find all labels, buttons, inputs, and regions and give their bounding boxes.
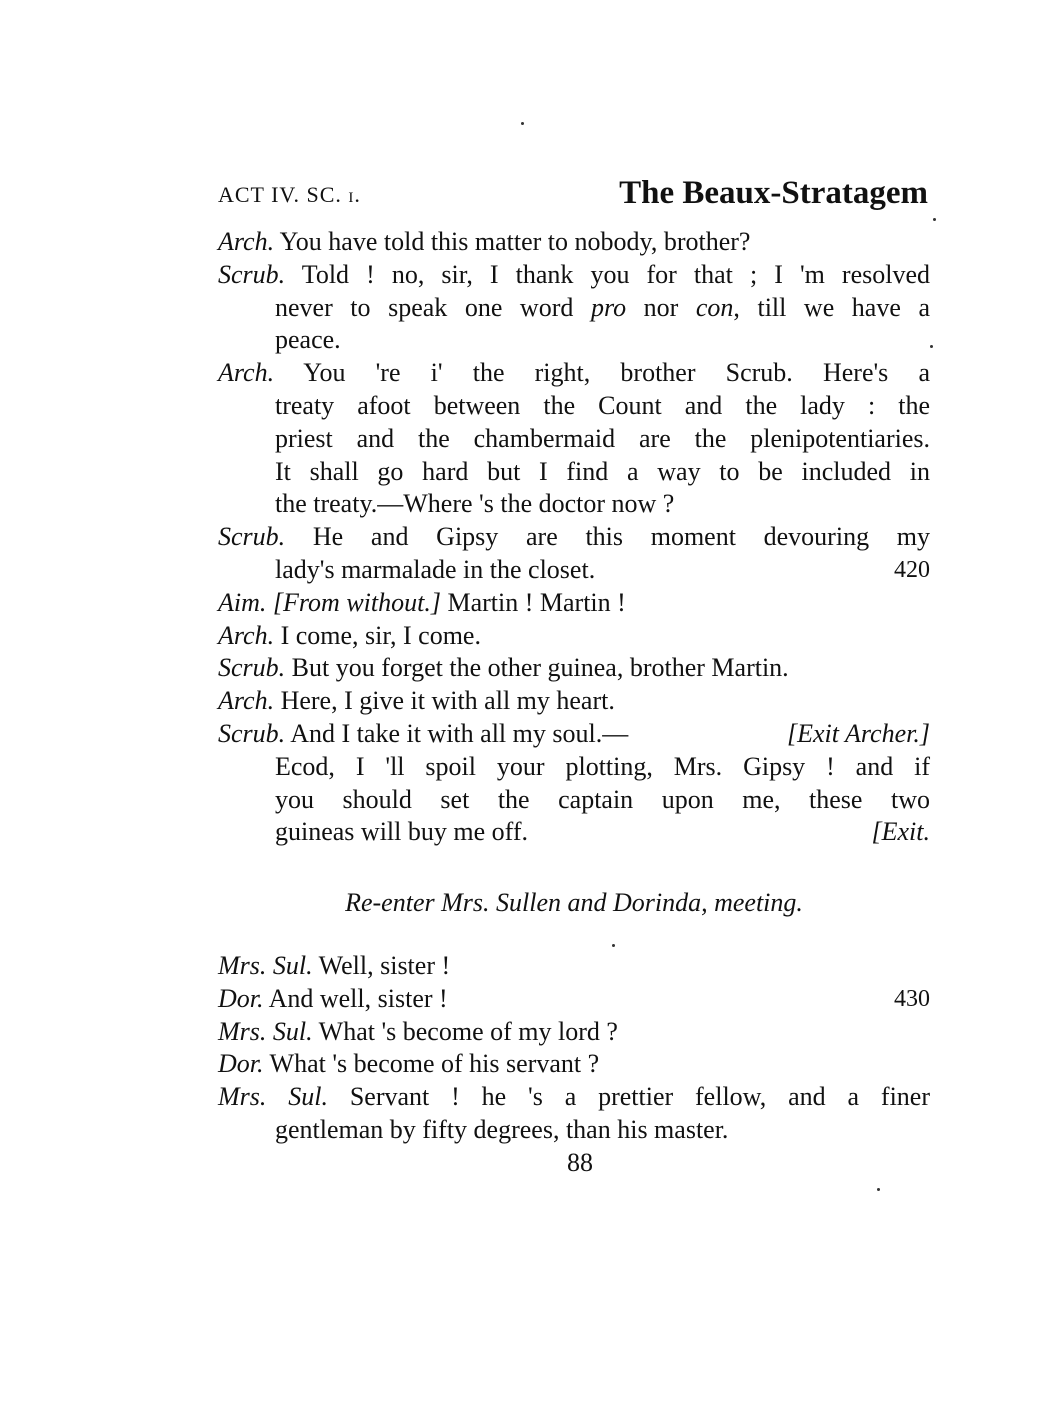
speaker-name: Aim. <box>218 587 267 617</box>
speech-text: And well, sister ! <box>268 983 448 1013</box>
speech-line <box>218 259 930 292</box>
speech-line <box>218 292 930 325</box>
speech-line <box>218 357 930 390</box>
speech-text: peace. <box>275 325 341 355</box>
latin-word: pro <box>590 292 627 322</box>
speech-line <box>218 751 930 784</box>
speaker-name: Arch. <box>218 358 275 388</box>
speech-line <box>218 718 930 751</box>
speaker-name: Scrub. <box>218 718 286 748</box>
print-speck <box>521 122 524 125</box>
speech-text: never to speak one word <box>275 292 591 322</box>
speaker-name: Arch. <box>218 686 275 716</box>
speaker-name: Mrs. Sul. <box>218 951 313 980</box>
speaker-name: Arch. <box>218 227 275 256</box>
speech-text: treaty afoot between the Count and the lady : the <box>275 390 930 420</box>
print-speck <box>877 1188 880 1191</box>
line-number: 430 <box>894 985 930 1012</box>
speech-text: Here, I give it with all my heart. <box>280 686 615 716</box>
speech-text: Servant ! he 's a prettier fellow, and a finer <box>349 1082 930 1112</box>
speech-line <box>218 1114 930 1147</box>
exit-direction: [Exit Archer.] <box>787 718 930 748</box>
print-speck <box>933 218 936 221</box>
speech-line <box>218 587 930 620</box>
speech-text: I come, sir, I come. <box>280 620 481 650</box>
page-number: 88 <box>567 1148 593 1177</box>
stage-direction: Re-enter Mrs. Sullen and Dorinda, meeting. <box>345 888 803 917</box>
speech-text: guineas will buy me off. <box>275 817 528 847</box>
speaker-name: Mrs. Sul. <box>218 1016 313 1046</box>
speech-line <box>218 685 930 718</box>
speech-text: But you forget the other guinea, brother Martin. <box>291 653 789 683</box>
speech-line <box>218 816 930 849</box>
speech-line <box>218 554 930 587</box>
speech-line <box>218 620 930 653</box>
speech-text: Ecod, I 'll spoil your plotting, Mrs. Gipsy ! and if <box>275 751 930 781</box>
speech-line <box>218 488 930 521</box>
speaker-name: Scrub. <box>218 522 286 552</box>
speech-line <box>218 390 930 423</box>
dialogue-block-1 <box>218 226 930 849</box>
print-speck <box>612 944 615 947</box>
speaker-name: Mrs. Sul. <box>218 1082 328 1112</box>
dialogue-block-2 <box>218 950 930 1147</box>
speech-text: you should set the captain upon me, these two <box>275 784 930 814</box>
speech-text: He and Gipsy are this moment devouring my <box>312 522 931 552</box>
speech-text: What 's become of his servant ? <box>269 1049 600 1079</box>
speech-line <box>218 950 930 983</box>
speech-line <box>218 521 930 554</box>
speech-line <box>218 652 930 685</box>
speech-text: What 's become of my lord ? <box>318 1016 618 1046</box>
latin-word: con <box>695 292 734 322</box>
speech-text: , till we have a <box>733 292 930 322</box>
speech-text: gentleman by fifty degrees, than his master. <box>275 1114 729 1144</box>
speech-text: Told ! no, sir, I thank you for that ; I 'm resolved <box>301 259 930 289</box>
act-scene-label: ACT IV. SC. i. <box>218 182 361 207</box>
speaker-name: Scrub. <box>218 259 286 289</box>
speech-text: You have told this matter to nobody, brother? <box>279 227 751 256</box>
speech-text: And I take it with all my soul.— <box>290 718 629 748</box>
stage-direction-inline: [From without.] <box>272 587 441 617</box>
speech-text: You 're i' the right, brother Scrub. Here's a <box>303 358 930 388</box>
speaker-name: Arch. <box>218 620 275 650</box>
speech-line <box>218 226 930 259</box>
speaker-name: Dor. <box>218 983 264 1013</box>
speech-text: the treaty.—Where 's the doctor now ? <box>275 489 675 519</box>
speech-text: priest and the chambermaid are the plenipotentiaries. <box>275 423 930 453</box>
speaker-name: Dor. <box>218 1049 264 1079</box>
exit-direction: [Exit. <box>871 817 930 847</box>
running-title: The Beaux-Stratagem <box>619 175 928 211</box>
speech-text: Martin ! Martin ! <box>447 587 626 617</box>
speech-line <box>218 983 930 1016</box>
speech-line <box>218 423 930 456</box>
speech-line <box>218 784 930 817</box>
speech-line <box>218 1081 930 1114</box>
speech-line <box>218 1048 930 1081</box>
speech-text: It shall go hard but I find a way to be included in <box>275 456 930 486</box>
speech-line <box>218 324 930 357</box>
running-header <box>218 168 928 212</box>
speaker-name: Scrub. <box>218 653 286 683</box>
line-number: 420 <box>894 556 930 583</box>
speech-text: lady's marmalade in the closet. <box>275 554 596 584</box>
speech-line <box>218 1016 930 1049</box>
speech-text: nor <box>626 292 696 322</box>
print-speck <box>930 345 933 348</box>
speech-line <box>218 456 930 489</box>
speech-text: Well, sister ! <box>318 951 451 980</box>
